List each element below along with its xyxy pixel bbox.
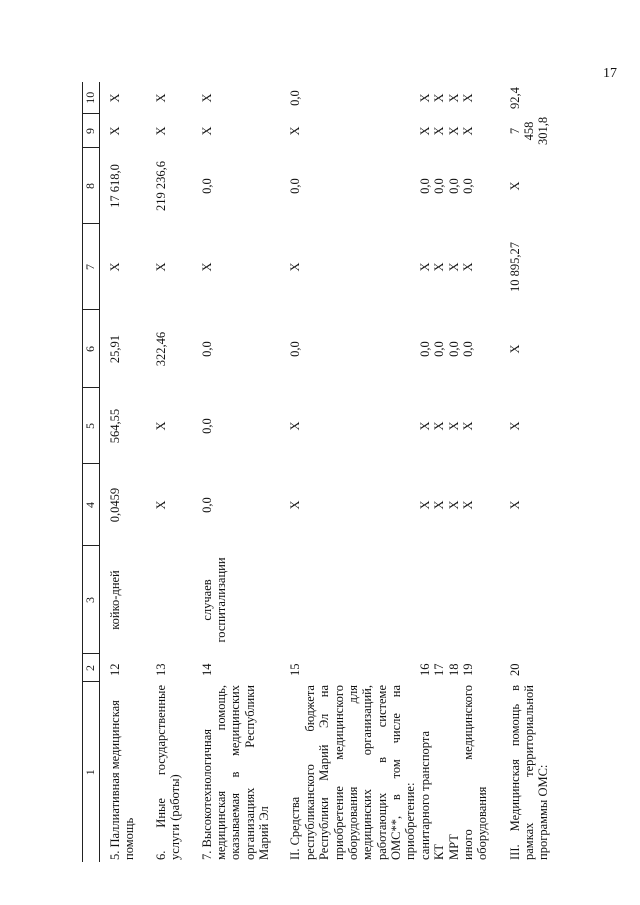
- cell-c6: 322,46: [153, 331, 168, 367]
- row-label: 6. Иные государственные услуги (работы): [153, 685, 183, 860]
- row-number: 17: [432, 663, 447, 676]
- cell-c10: X: [417, 93, 432, 103]
- row-label: III. Медицинская помощь в рамках территориальной программы ОМС:: [507, 685, 551, 860]
- cell-c10: X: [432, 93, 447, 103]
- cell-c10: 92,4: [507, 87, 522, 109]
- cell-c9: 7 458 301,8: [507, 116, 551, 145]
- cell-c8: 0,0: [432, 178, 447, 194]
- page-number: 17: [603, 66, 617, 81]
- row-number: 16: [417, 663, 432, 676]
- unit-cell: койко-дней: [108, 570, 122, 630]
- cell-c4: 0,0: [199, 497, 214, 513]
- col-header-1: 1: [83, 682, 100, 862]
- col-header-9: 9: [83, 114, 100, 148]
- cell-c6: 0,0: [199, 341, 214, 357]
- cell-c10: X: [199, 93, 214, 103]
- table-row: [432, 82, 446, 862]
- cell-c4: 0,0459: [108, 487, 122, 523]
- cell-c5: 0,0: [199, 418, 214, 434]
- cell-c7: X: [446, 262, 461, 272]
- cell-c5: X: [417, 421, 432, 431]
- row-number: 15: [288, 663, 303, 676]
- cell-c7: X: [288, 262, 303, 272]
- col-header-10: 10: [83, 82, 100, 114]
- col-header-3: 3: [83, 546, 100, 654]
- row-number: 20: [507, 663, 522, 676]
- cell-c9: X: [108, 126, 122, 136]
- cell-c9: X: [153, 126, 168, 136]
- cell-c9: X: [417, 126, 432, 136]
- budget-table: [82, 82, 560, 862]
- row-number: 18: [446, 663, 461, 676]
- cell-c8: 0,0: [417, 178, 432, 194]
- row-label: 7. Высокотехнологичная медицинская помощь, оказываемая в медицинских организациях Республики Марий Эл: [199, 685, 271, 860]
- table-row: [447, 82, 461, 862]
- cell-c6: 0,0: [417, 341, 432, 357]
- row-number: 14: [199, 663, 214, 676]
- cell-c8: 219 236,6: [153, 161, 168, 211]
- cell-c9: X: [288, 126, 303, 136]
- cell-c6: 0,0: [432, 341, 447, 357]
- cell-c10: X: [108, 93, 122, 103]
- header-row: [83, 82, 100, 862]
- cell-c8: X: [507, 181, 522, 191]
- cell-c7: X: [153, 262, 168, 272]
- cell-c4: X: [460, 500, 475, 510]
- unit-cell: [447, 546, 461, 654]
- unit-cell: [418, 546, 432, 654]
- cell-c10: 0,0: [288, 90, 303, 106]
- table-row: [280, 82, 417, 862]
- col-header-5: 5: [83, 388, 100, 464]
- row-label: МРТ: [446, 834, 461, 860]
- unit-cell: случаев госпитализации: [199, 557, 228, 643]
- cell-c7: X: [432, 262, 447, 272]
- cell-c9: X: [432, 126, 447, 136]
- table-row: [146, 82, 192, 862]
- cell-c8: 0,0: [446, 178, 461, 194]
- cell-c6: 0,0: [446, 341, 461, 357]
- cell-c9: X: [199, 126, 214, 136]
- row-label: 5. Паллиативная медицинская помощь: [108, 700, 137, 860]
- cell-c7: 10 895,27: [507, 242, 522, 292]
- cell-c9: X: [460, 126, 475, 136]
- cell-c4: X: [446, 500, 461, 510]
- cell-c5: X: [432, 421, 447, 431]
- cell-c7: X: [108, 262, 122, 272]
- cell-c4: X: [288, 500, 303, 510]
- row-label: иного медицинского оборудования: [460, 685, 490, 860]
- cell-c4: X: [432, 500, 447, 510]
- cell-c4: X: [417, 500, 432, 510]
- unit-cell: [500, 546, 560, 654]
- row-label: II. Средства республиканского бюджета Республики Марий Эл на приобретение медицинского оборудования для медицинских организаций, работающих в системе ОМС**, в том числе на приобретение:: [288, 685, 418, 860]
- table-row: [192, 82, 281, 862]
- col-header-8: 8: [83, 148, 100, 224]
- col-header-7: 7: [83, 224, 100, 310]
- cell-c5: X: [446, 421, 461, 431]
- cell-c6: 0,0: [288, 341, 303, 357]
- cell-c5: X: [288, 421, 303, 431]
- cell-c5: 564,55: [108, 408, 122, 444]
- cell-c6: 25,91: [108, 334, 122, 364]
- table-row: [418, 82, 432, 862]
- cell-c4: X: [507, 500, 522, 510]
- cell-c8: 17 618,0: [108, 164, 122, 208]
- cell-c5: X: [460, 421, 475, 431]
- cell-c7: X: [460, 262, 475, 272]
- unit-cell: [461, 546, 500, 654]
- cell-c7: X: [417, 262, 432, 272]
- cell-c5: X: [507, 421, 522, 431]
- col-header-6: 6: [83, 310, 100, 388]
- table-row: [100, 82, 146, 862]
- cell-c8: 0,0: [199, 178, 214, 194]
- cell-c10: X: [460, 93, 475, 103]
- row-number: 19: [460, 663, 475, 676]
- unit-cell: [280, 546, 417, 654]
- table-row: [500, 82, 560, 862]
- cell-c6: 0,0: [460, 341, 475, 357]
- unit-cell: [432, 546, 446, 654]
- cell-c10: X: [153, 93, 168, 103]
- col-header-2: 2: [83, 654, 100, 682]
- cell-c10: X: [446, 93, 461, 103]
- cell-c7: X: [199, 262, 214, 272]
- unit-cell: [146, 546, 192, 654]
- row-number: 13: [153, 663, 168, 676]
- row-label: КТ: [432, 844, 447, 860]
- cell-c8: 0,0: [288, 178, 303, 194]
- cell-c6: X: [507, 344, 522, 354]
- cell-c4: X: [153, 500, 168, 510]
- table-row: [461, 82, 500, 862]
- col-header-4: 4: [83, 464, 100, 546]
- cell-c9: X: [446, 126, 461, 136]
- rotated-table-container: [82, 82, 551, 862]
- cell-c8: 0,0: [460, 178, 475, 194]
- row-number: 12: [108, 663, 122, 676]
- row-label: санитарного транспорта: [417, 730, 432, 860]
- cell-c5: X: [153, 421, 168, 431]
